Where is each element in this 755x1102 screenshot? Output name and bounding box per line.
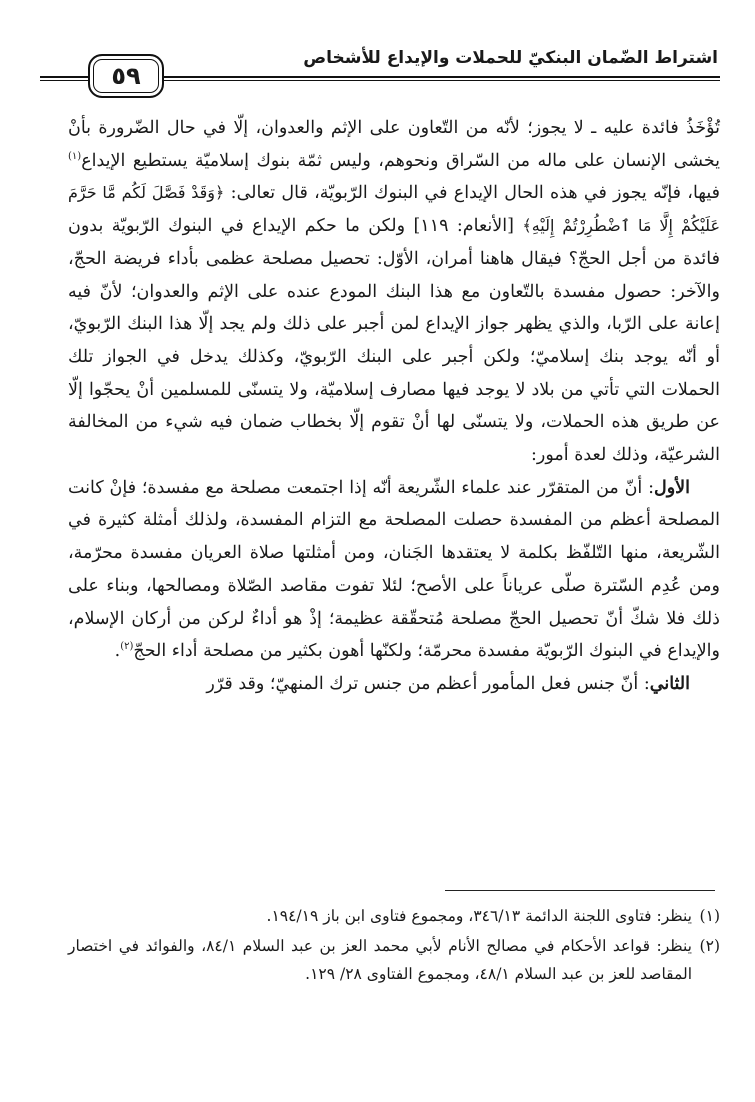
footnote-text: ينظر: قواعد الأحكام في مصالح الأنام لأبي محمد العز بن عبد السلام ٨٤/١، والفوائد في اختصار المقاصد للعز بن عبد السلام ٤٨/١، ومجموع الفتاوى ٢٨/ ١٢٩.	[68, 937, 692, 983]
footnote-ref-1[interactable]: (١)	[68, 150, 82, 162]
text-line: طريق هذه الحملات، ولا يتسنّى لها أنْ تقوم إلّا بخطاب ضمان فيه شيء من	[135, 412, 690, 433]
text-line: بنوك إسلاميّة يستطيع الإيداع	[81, 150, 291, 171]
text-line: حال الضّرورة بأنْ يخشى الإنسان على ماله من السّراق ونحوهم، وليس ثمّة	[68, 118, 720, 171]
quran-verse: ﴿وَقَدْ فَصَّلَ لَكُم مَّا حَرَّمَ عَلَيْكُمْ إِلَّا مَا ٱضْطُرِرْتُمْ إِلَيْهِ﴾	[68, 183, 720, 236]
text-line: تُؤْخَذُ فائدة عليه ـ لا يجوز؛ لأنّه من التّعاون على الإثم والعدوان، إلّا في	[203, 118, 720, 138]
first-reason-label: الأول	[653, 477, 690, 498]
text-line: : أنّ جنس فعل المأمور أعظم من جنس ترك المنهيّ؛ وقد قرّر	[206, 673, 650, 694]
page-number: ٥٩	[88, 54, 164, 98]
footnote-2	[68, 932, 720, 988]
footnote-ref-2[interactable]: (٢)	[120, 641, 134, 653]
text-line: عرياناً على الأصح؛ لئلا تفوت مقاصد الصّلاة ومصالحها، وبناء على ذلك	[68, 575, 720, 629]
text-line: فيها، فإنّه يجوز في هذه الحال الإيداع في	[424, 183, 720, 204]
text-line: مصلحة أداء الحجّ	[133, 641, 255, 662]
text-line: الجَنان، ومن أمثلتها صلاة العريان مفسدة محرّمة، ومن عُدِم السّترة صلّى	[68, 543, 720, 596]
footnotes	[68, 902, 720, 990]
footnote-text: ينظر: فتاوى اللجنة الدائمة ٣٤٦/١٣، ومجموع فتاوى ابن باز ١٩٤/١٩.	[266, 907, 692, 925]
text-line: البنوك الرّبويّة، قال تعالى:	[224, 183, 419, 204]
footnote-number: (٢)	[699, 937, 720, 955]
text-line: على البنك الرّبويّ، وكذلك يدخل في الجواز تلك الحملات التي تأتي من	[68, 346, 720, 400]
running-title: اشتراط الضّمان البنكيّ للحملات والإيداع للأشخاص	[303, 48, 718, 68]
footnote-1	[68, 902, 720, 930]
text-line: الحجّ؟ فيقال هاهنا أمران، الأوّل: تحصيل مصلحة عظمى بأداء فريضة الحجّ،	[68, 248, 611, 269]
text-line: المخالفة الشرعيّة، وذلك لعدة أمور:	[68, 412, 720, 466]
paragraph-first-reason	[68, 472, 720, 668]
text-line: .	[114, 641, 121, 662]
text-line: مفسدة؛ فإنْ كانت المصلحة أعظم من المفسدة حصلت المصلحة مع التزام	[68, 477, 720, 531]
text-line: والآخر: حصول مفسدة بالتّعاون مع هذا البنك المودع عنده على الإثم	[207, 281, 720, 302]
paragraph-1	[68, 112, 720, 472]
page-header	[40, 40, 720, 100]
text-line: ذلك ولم يجد إلّا هذا البنك الرّبويّ، أو أنّه يوجد بنك إسلاميّ؛ ولكن أجبر	[68, 314, 720, 367]
second-reason-label: الثاني	[649, 673, 690, 694]
text-line: : أنّ من المتقرّر عند علماء الشّريعة أنّه إذا اجتمعت مصلحة مع	[205, 477, 654, 498]
text-line: فلا شكّ أنّ تحصيل الحجّ مصلحة مُتحقّقة عظيمة؛ إذْ هو أداءٌ لركن من أركان	[131, 608, 686, 629]
footnote-separator	[445, 890, 715, 891]
footnote-number: (١)	[699, 907, 720, 925]
main-text	[68, 112, 720, 701]
text-line: المفسدة، ولذلك أمثلة كثيرة في الشّريعة، منها التّلفّظ بكلمة لا يعتقدها	[68, 510, 720, 564]
text-line: الإسلام، والإيداع في البنوك الرّبويّة مفسدة محرمّة؛ ولكنّها أهون بكثير من	[68, 608, 720, 662]
text-line: بلاد لا يوجد فيها مصارف إسلاميّة، ولا يتسنّى للمسلمين أنْ يحجّوا إلّا عن	[68, 379, 720, 433]
text-line: [الأنعام: ١١٩] ولكن ما حكم الإيداع في البنوك الرّبويّة بدون فائدة من أجل	[68, 216, 720, 269]
text-line: والعدوان؛ لأنّ فيه إعانة على الرّبا، والذي يظهر جواز الإيداع لمن أجبر على	[68, 281, 720, 335]
paragraph-second-reason	[68, 668, 720, 701]
